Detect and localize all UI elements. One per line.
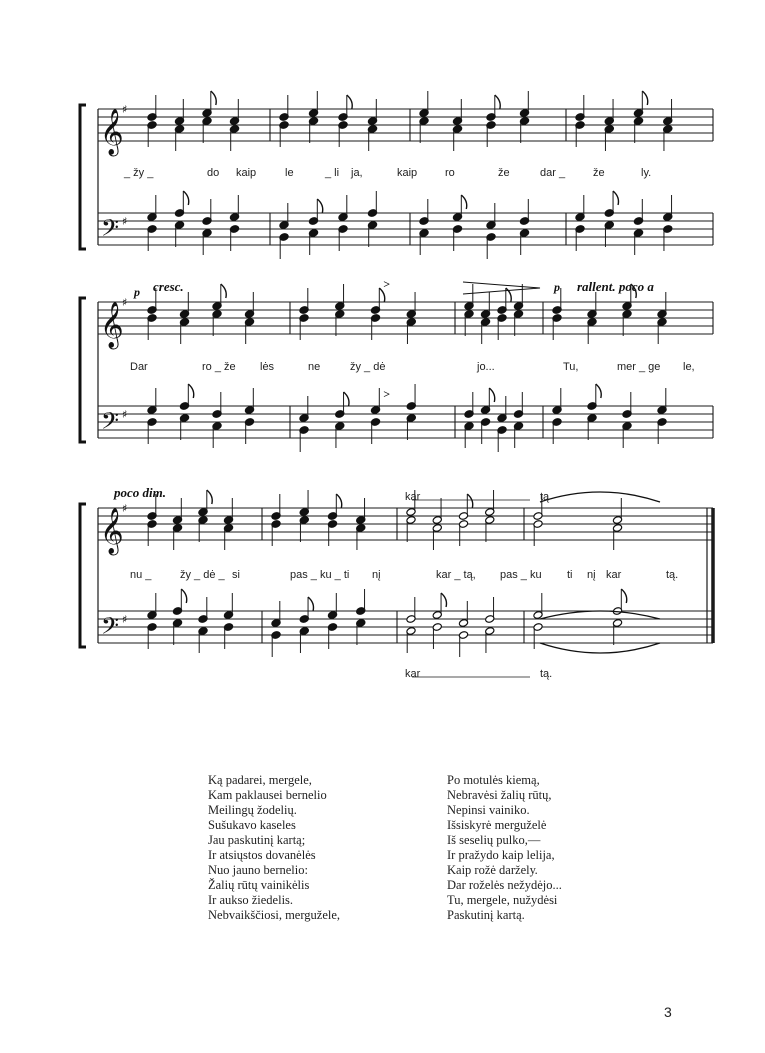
lyric-syllable: nu _ bbox=[130, 569, 152, 581]
key-sharp-icon: ♯ bbox=[122, 296, 128, 309]
note-flag bbox=[621, 589, 626, 603]
poem-line: Po motulės kiemą, bbox=[447, 773, 540, 787]
lyric-syllable: _ žy _ bbox=[124, 167, 154, 179]
poem-line: Paskutinį kartą. bbox=[447, 908, 525, 922]
lyric-syllable: tą. bbox=[540, 668, 553, 680]
key-sharp-icon: ♯ bbox=[122, 502, 128, 515]
poem-line: Dar roželės nežydėjo... bbox=[447, 878, 562, 892]
poem-line: Išsiskyrė merguželė bbox=[447, 818, 547, 832]
lyric-syllable: ro _ že bbox=[202, 361, 236, 373]
note-flag bbox=[336, 494, 341, 508]
note-flag bbox=[461, 195, 466, 209]
expression-marking: tą bbox=[540, 491, 550, 503]
lyric-syllable: lės bbox=[260, 361, 275, 373]
poem-line: Nebravėsi žalių rūtų, bbox=[447, 788, 552, 802]
lyric-syllable: kar _ tą, bbox=[436, 569, 476, 581]
poem-line: Ir aukso žiedelis. bbox=[208, 893, 294, 907]
lyric-syllable: le bbox=[285, 167, 294, 179]
lyric-syllable: kar bbox=[606, 569, 622, 581]
tie-slur bbox=[540, 643, 660, 653]
accent-mark: > bbox=[383, 387, 390, 401]
key-sharp-icon: ♯ bbox=[122, 613, 128, 626]
accent-mark: > bbox=[383, 277, 390, 291]
note-flag bbox=[347, 95, 352, 109]
poem-line: Iš seselių pulko,— bbox=[447, 833, 541, 847]
dynamic-marking: p bbox=[554, 280, 560, 294]
system-bracket bbox=[80, 298, 86, 442]
expression-marking: rallent. poco a bbox=[577, 279, 654, 294]
system-bracket bbox=[80, 105, 86, 249]
poem-line: Nuo jauno bernelio: bbox=[208, 863, 308, 877]
lyric-syllable: si bbox=[232, 569, 240, 581]
note-flag bbox=[308, 597, 313, 611]
expression-marking: poco dim. bbox=[114, 485, 166, 500]
note-flag bbox=[495, 95, 500, 109]
note-flag bbox=[183, 191, 188, 205]
lyric-syllable: ro bbox=[445, 167, 455, 179]
lyric-syllable: nį bbox=[372, 569, 381, 581]
note-flag bbox=[467, 494, 472, 508]
decrescendo-hairpin bbox=[463, 282, 540, 294]
note-flag bbox=[344, 392, 349, 406]
key-sharp-icon: ♯ bbox=[122, 215, 128, 228]
expression-marking: kar bbox=[405, 491, 421, 503]
lyric-syllable: že bbox=[498, 167, 510, 179]
poem-line: Ir atsiųstos dovanėlės bbox=[208, 848, 316, 862]
poem-line: Ir pražydo kaip lelija, bbox=[447, 848, 555, 862]
note-flag bbox=[613, 191, 618, 205]
lyric-syllable: ja, bbox=[351, 167, 363, 179]
note-flag bbox=[181, 589, 186, 603]
poem-line: Meilingų žodelių. bbox=[208, 803, 297, 817]
note-flag bbox=[211, 91, 216, 105]
note-flag bbox=[188, 384, 193, 398]
lyric-syllable: Tu, bbox=[563, 361, 579, 373]
treble-clef-icon: 𝄞 bbox=[100, 508, 124, 554]
lyric-syllable: dar _ bbox=[540, 167, 566, 179]
tie-slur bbox=[540, 492, 660, 502]
poem-line: Kaip rožė darželу. bbox=[447, 863, 538, 877]
treble-clef-icon: 𝄞 bbox=[100, 302, 124, 348]
lyric-syllable: kaip bbox=[397, 167, 418, 179]
lyric-syllable: jo... bbox=[477, 361, 495, 373]
poem-line: Nepinsi vainiko. bbox=[447, 803, 530, 817]
lyric-syllable: pas _ ku bbox=[500, 569, 542, 581]
note-flag bbox=[317, 199, 322, 213]
poem-line: Sušukavo kaseles bbox=[208, 818, 296, 832]
dynamic-marking: p bbox=[134, 285, 140, 299]
note-flag bbox=[207, 490, 212, 504]
poem-line: Žalių rūtų vainikėlis bbox=[208, 878, 310, 892]
poem-column-right bbox=[447, 773, 562, 923]
expression-marking: cresc. bbox=[153, 279, 184, 294]
poem-line: Nebvaikščiosi, merguželе, bbox=[208, 908, 341, 922]
lyric-syllable: ne bbox=[308, 361, 321, 373]
lyric-syllable: kaip bbox=[236, 167, 257, 179]
note-flag bbox=[221, 284, 226, 298]
lyric-syllable: pas _ ku _ ti bbox=[290, 569, 350, 581]
lyric-syllable: že bbox=[593, 167, 605, 179]
bass-clef-icon: 𝄢 bbox=[101, 407, 120, 440]
lyric-syllable: kar bbox=[405, 668, 421, 680]
lyric-syllable: Dar bbox=[130, 361, 148, 373]
lyric-syllable: ti bbox=[567, 569, 573, 581]
system-bracket bbox=[80, 504, 86, 647]
lyric-syllable: ly. bbox=[641, 167, 652, 179]
key-sharp-icon: ♯ bbox=[122, 408, 128, 421]
lyric-syllable: žy _ dė _ bbox=[180, 569, 225, 581]
page-number: 3 bbox=[664, 1004, 672, 1020]
note-flag bbox=[489, 388, 494, 402]
poem-line: Kam paklausei bernelio bbox=[208, 788, 327, 802]
treble-clef-icon: 𝄞 bbox=[100, 109, 124, 155]
tie-slur bbox=[540, 611, 660, 619]
bass-clef-icon: 𝄢 bbox=[101, 214, 120, 247]
lyric-syllable: do bbox=[207, 167, 220, 179]
note-flag bbox=[441, 593, 446, 607]
lyric-syllable: žy _ dė bbox=[350, 361, 386, 373]
lyric-syllable: _ li bbox=[325, 167, 340, 179]
note-flag bbox=[596, 384, 601, 398]
lyric-syllable: mer _ ge bbox=[617, 361, 661, 373]
lyric-syllable: nį bbox=[587, 569, 596, 581]
poem-line: Jau paskutinį kartą; bbox=[208, 833, 306, 847]
lyric-syllable: tą. bbox=[666, 569, 679, 581]
poem-line: Ką padarei, mergele, bbox=[208, 773, 312, 787]
poem-column-left bbox=[208, 773, 340, 923]
note-flag bbox=[642, 91, 647, 105]
bass-clef-icon: 𝄢 bbox=[101, 612, 120, 645]
lyric-syllable: le, bbox=[683, 361, 695, 373]
key-sharp-icon: ♯ bbox=[122, 103, 128, 116]
poem-line: Tu, mergele, nužydėsi bbox=[447, 893, 558, 907]
